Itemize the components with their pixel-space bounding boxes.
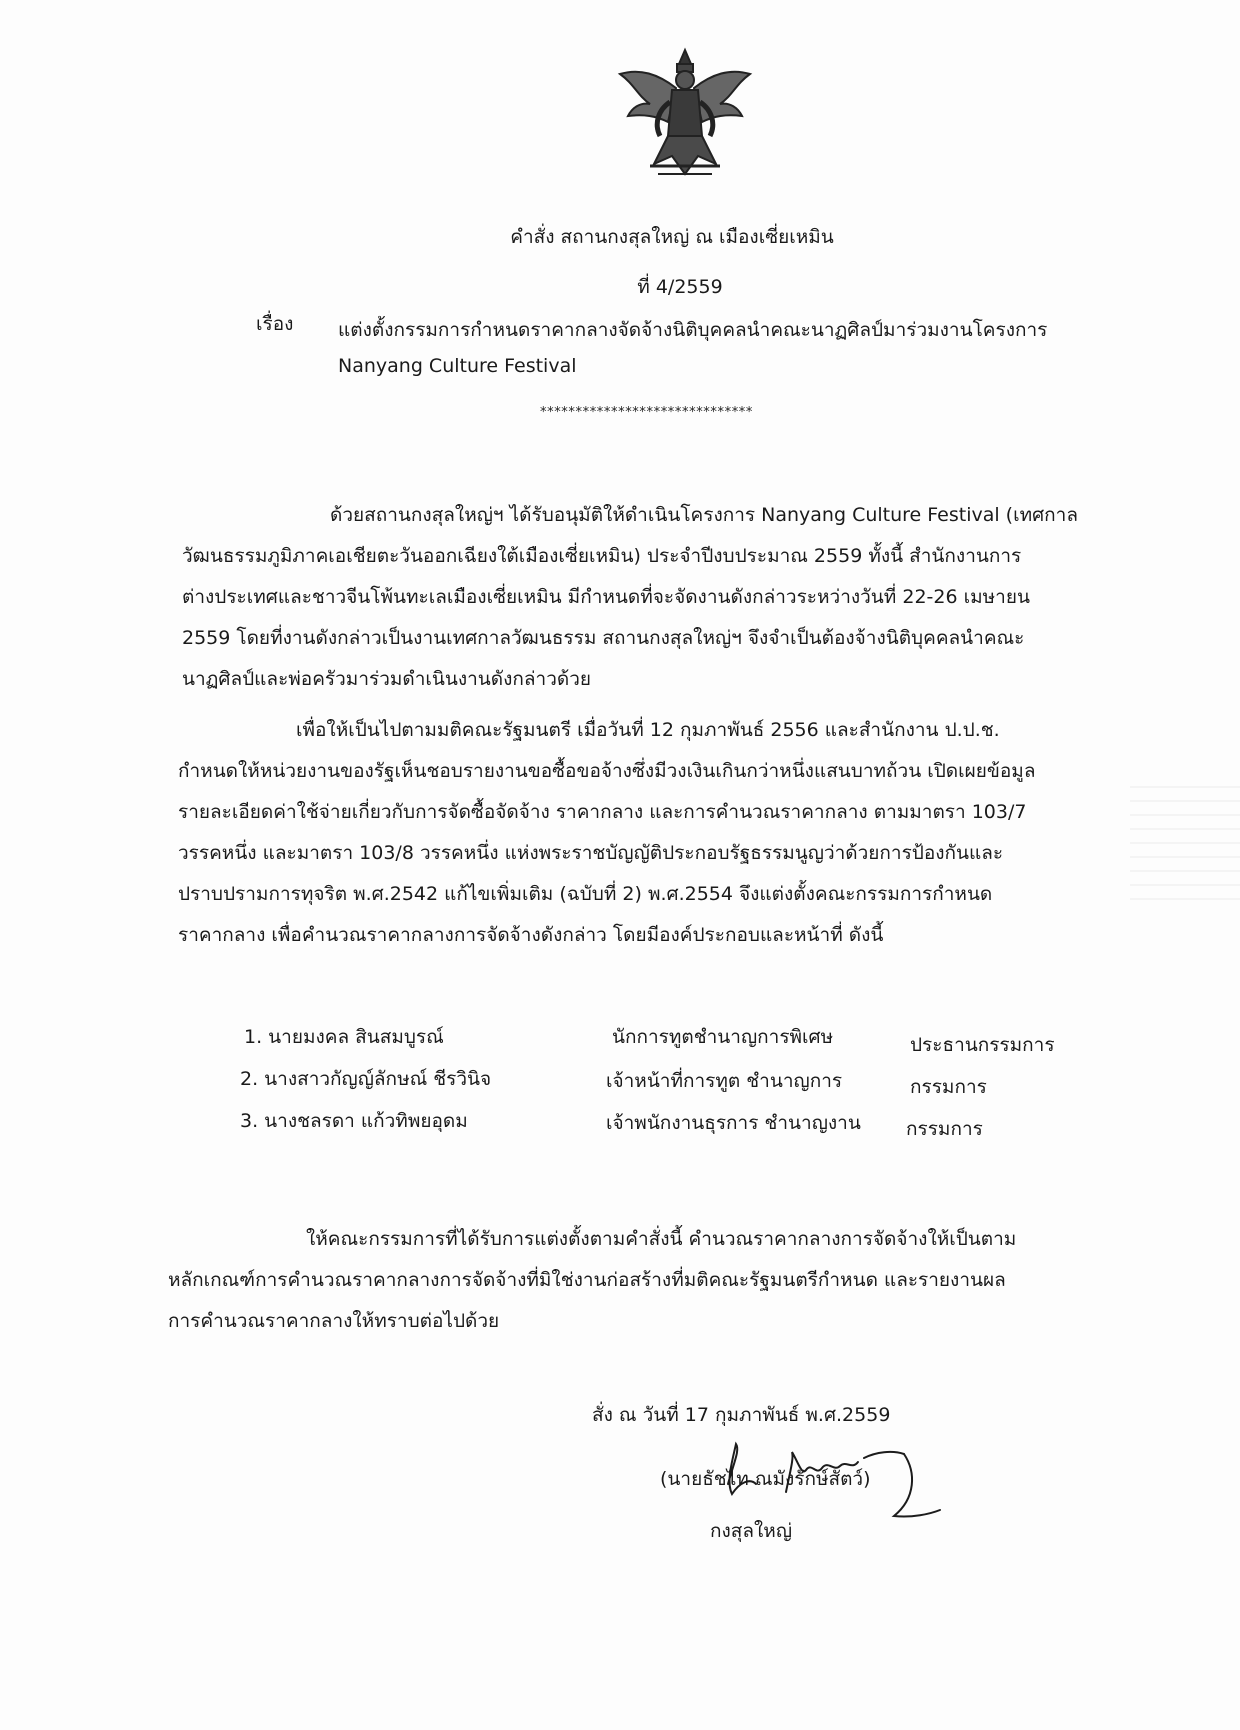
order-title: คำสั่ง สถานกงสุลใหญ่ ณ เมืองเซี่ยเหมิน bbox=[510, 226, 834, 248]
paragraph-line: ให้คณะกรรมการที่ได้รับการแต่งตั้งตามคำสั่งนี้ คำนวณราคากลางการจัดจ้างให้เป็นตาม bbox=[306, 1228, 1017, 1250]
subject-line: Nanyang Culture Festival bbox=[338, 355, 577, 377]
member-role: ประธานกรรมการ bbox=[910, 1034, 1055, 1056]
order-number: ที่ 4/2559 bbox=[637, 276, 723, 298]
paragraph-line: วัฒนธรรมภูมิภาคเอเชียตะวันออกเฉียงใต้เมืองเซี่ยเหมิน) ประจำปีงบประมาณ 2559 ทั้งนี้ สำนักงานการ bbox=[182, 545, 1022, 567]
member-role: กรรมการ bbox=[906, 1118, 983, 1140]
paragraph-line: นาฏศิลป์และพ่อครัวมาร่วมดำเนินงานดังกล่าวด้วย bbox=[182, 668, 592, 690]
separator-stars: ****************************** bbox=[540, 405, 753, 420]
signer-name: (นายธัชไท ณมังรักษ์สัตว์) bbox=[660, 1468, 871, 1490]
paragraph-line: หลักเกณฑ์การคำนวณราคากลางการจัดจ้างที่มิใช่งานก่อสร้างที่มติคณะรัฐมนตรีกำหนด และรายงานผล bbox=[168, 1269, 1006, 1291]
paragraph-line: ราคากลาง เพื่อคำนวณราคากลางการจัดจ้างดังกล่าว โดยมีองค์ประกอบและหน้าที่ ดังนี้ bbox=[178, 924, 884, 946]
member-name: 2. นางสาวกัญญ์ลักษณ์ ชีรวินิจ bbox=[240, 1068, 492, 1090]
member-name: 3. นางชลรดา แก้วทิพยอุดม bbox=[240, 1110, 468, 1132]
paragraph-line: เพื่อให้เป็นไปตามมติคณะรัฐมนตรี เมื่อวันที่ 12 กุมภาพันธ์ 2556 และสำนักงาน ป.ป.ช. bbox=[296, 719, 1000, 741]
member-position: นักการทูตชำนาญการพิเศษ bbox=[612, 1026, 834, 1048]
paragraph-line: ด้วยสถานกงสุลใหญ่ฯ ได้รับอนุมัติให้ดำเนินโครงการ Nanyang Culture Festival (เทศกาล bbox=[330, 504, 1078, 526]
paragraph-line: 2559 โดยที่งานดังกล่าวเป็นงานเทศกาลวัฒนธรรม สถานกงสุลใหญ่ฯ จึงจำเป็นต้องจ้างนิติบุคคลนำคณะ bbox=[182, 627, 1025, 649]
paragraph-line: กำหนดให้หน่วยงานของรัฐเห็นชอบรายงานขอซื้อขอจ้างซึ่งมีวงเงินเกินกว่าหนึ่งแสนบาทถ้วน เปิดเผยข้อมูล bbox=[178, 760, 1036, 782]
paragraph-line: ต่างประเทศและชาวจีนโพ้นทะเลเมืองเซี่ยเหมิน มีกำหนดที่จะจัดงานดังกล่าวระหว่างวันที่ 22-26 เมษายน bbox=[182, 586, 1030, 608]
garuda-emblem-icon bbox=[610, 44, 760, 184]
order-date: สั่ง ณ วันที่ 17 กุมภาพันธ์ พ.ศ.2559 bbox=[592, 1404, 891, 1426]
paragraph-line: วรรคหนึ่ง และมาตรา 103/8 วรรคหนึ่ง แห่งพระราชบัญญัติประกอบรัฐธรรมนูญว่าด้วยการป้องกันและ bbox=[178, 842, 1004, 864]
subject-line: แต่งตั้งกรรมการกำหนดราคากลางจัดจ้างนิติบุคคลนำคณะนาฏศิลป์มาร่วมงานโครงการ bbox=[338, 319, 1048, 341]
member-position: เจ้าพนักงานธุรการ ชำนาญงาน bbox=[606, 1112, 861, 1134]
subject-label: เรื่อง bbox=[256, 313, 294, 335]
paragraph-line: การคำนวณราคากลางให้ทราบต่อไปด้วย bbox=[168, 1310, 500, 1332]
paragraph-line: ปราบปรามการทุจริต พ.ศ.2542 แก้ไขเพิ่มเติม (ฉบับที่ 2) พ.ศ.2554 จึงแต่งตั้งคณะกรรมการกำหนด bbox=[178, 883, 993, 905]
member-name: 1. นายมงคล สินสมบูรณ์ bbox=[244, 1026, 444, 1048]
subject-text bbox=[338, 313, 1047, 383]
member-role: กรรมการ bbox=[910, 1076, 987, 1098]
scan-artifact bbox=[1130, 780, 1240, 900]
paragraph-line: รายละเอียดค่าใช้จ่ายเกี่ยวกับการจัดซื้อจัดจ้าง ราคากลาง และการคำนวณราคากลาง ตามมาตรา 103/7 bbox=[178, 801, 1027, 823]
member-position: เจ้าหน้าที่การทูต ชำนาญการ bbox=[606, 1070, 843, 1092]
signer-title: กงสุลใหญ่ bbox=[710, 1520, 793, 1542]
